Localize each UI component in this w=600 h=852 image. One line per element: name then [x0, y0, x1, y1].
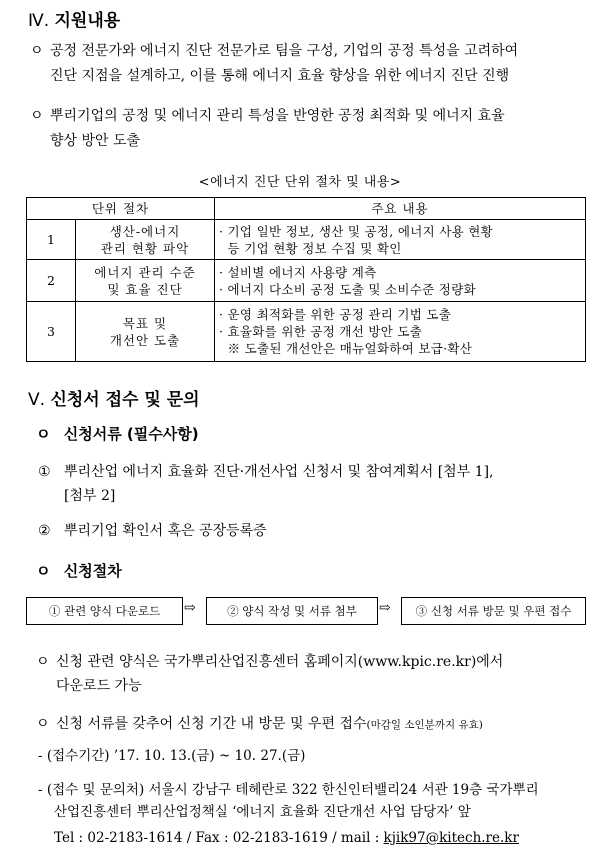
- row-desc: · 운영 최적화를 위한 공정 관리 기법 도출 · 효율화를 위한 공정 개선 방안 도출 ※ 도출된 개선안은 매뉴얼화하여 보급·확산: [215, 302, 586, 362]
- contact-tel: Tel : 02-2183-1614 / Fax : 02-2183-1619 / mail : kjik97@kitech.re.kr: [54, 830, 519, 846]
- row-desc: · 설비별 에너지 사용량 계측 · 에너지 다소비 공정 도출 및 소비수준 정량화: [215, 260, 586, 302]
- header-unit-procedure: 단위 절차: [27, 198, 215, 220]
- flow-step-download: ① 관련 양식 다운로드: [26, 597, 183, 625]
- application-period: - (접수기간) ’17. 10. 13.(금) ~ 10. 27.(금): [38, 748, 306, 764]
- table-row: [27, 220, 586, 260]
- section5-title-text: 신청서 접수 및 문의: [50, 390, 200, 410]
- row-number: 1: [27, 220, 76, 260]
- section5-title: Ⅴ. 신청서 접수 및 문의: [28, 390, 200, 410]
- contact-mail-link[interactable]: kjik97@kitech.re.kr: [383, 830, 519, 846]
- flow-step-submit: ③ 신청 서류 방문 및 우편 접수: [401, 597, 586, 625]
- section4-title-text: 지원내용: [54, 11, 121, 31]
- row-number: 2: [27, 260, 76, 302]
- header-main-content: 주요 내용: [215, 198, 586, 220]
- procedure-heading: ㅇ 신청절차: [36, 562, 122, 580]
- table-row: [27, 260, 586, 302]
- procedure-table: [26, 197, 586, 362]
- flow-arrow-icon: ⇨: [379, 600, 391, 616]
- row-desc: · 기업 일반 정보, 생산 및 공정, 에너지 사용 현황 등 기업 현황 정보 수집 및 확인: [215, 220, 586, 260]
- contact-line-1: - (접수 및 문의처) 서울시 강남구 테헤란로 322 한신인터밸리24 서관 19층 국가뿌리: [38, 782, 539, 798]
- row-number: 3: [27, 302, 76, 362]
- contact-line-2: 산업진흥센터 뿌리산업정책실 ‘에너지 효율화 진단개선 사업 담당자’ 앞: [54, 804, 471, 820]
- row-step: 에너지 관리 수준 및 효율 진단: [76, 260, 215, 302]
- table-header-row: [27, 198, 586, 220]
- row-step: 목표 및 개선안 도출: [76, 302, 215, 362]
- table-row: [27, 302, 586, 362]
- docs-heading: ㅇ 신청서류 (필수사항): [36, 425, 199, 443]
- flow-step-write: ② 양식 작성 및 서류 첨부: [206, 597, 378, 625]
- flow-arrow-icon: ⇨: [184, 600, 196, 616]
- table-caption: <에너지 진단 단위 절차 및 내용>: [198, 175, 402, 190]
- section4-title: Ⅳ. 지원내용: [28, 11, 121, 31]
- row-step: 생산-에너지 관리 현황 파악: [76, 220, 215, 260]
